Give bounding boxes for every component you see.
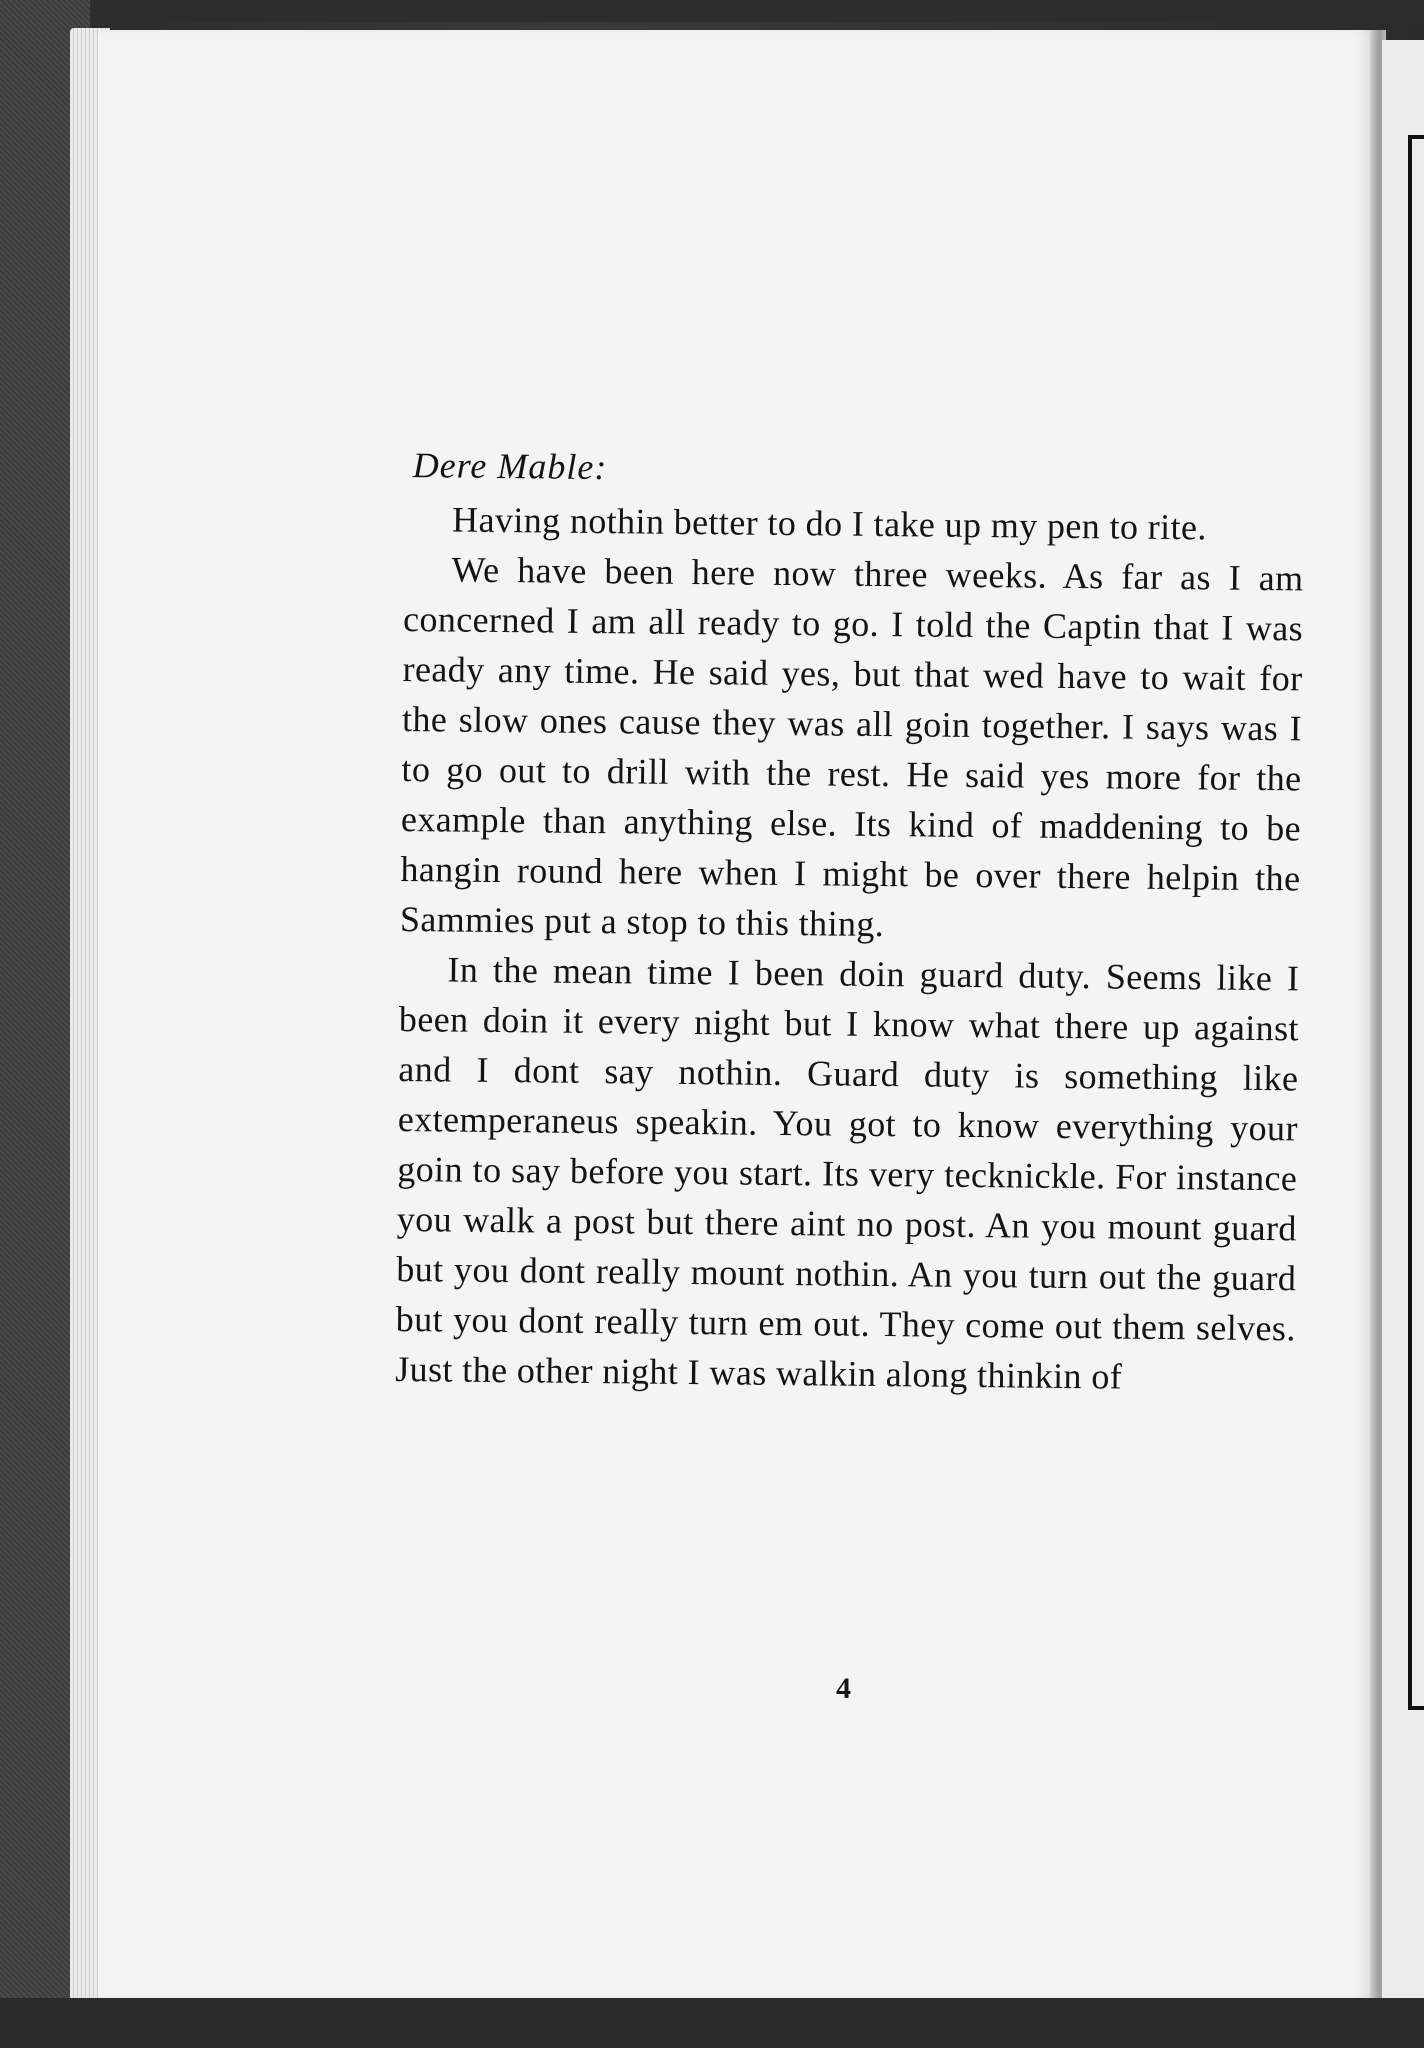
letter-paragraph: We have been here now three weeks. As far as I am concerned I am all ready to go. I told the Captin that I was ready any time. He said yes, but that wed have to wait for the slow ones cause they was all goin together. I says was I to go out to drill with the rest. He said yes more for the example than anything else. Its kind of maddening to be hangin round here when I might be over there helpin the Sammies put a stop to this thing. — [399, 549, 1304, 945]
letter-paragraph: In the mean time I been doin guard duty. Seems like I been doin it every night but I know what there up against and I dont say nothin. Guard duty is something like extemperaneus speakin. You got to know everything your goin to say before you start. Its very tecknickle. For instance you walk a post but there aint no post. An you mount guard but you dont really mount nothin. An you turn out the guard but you dont really turn em out. They come out them selves. Just the other night I was walkin along thinkin of — [395, 949, 1300, 1397]
letter-paragraph: Having nothin better to do I take up my pen to rite. — [451, 499, 1207, 548]
page-number: 4 — [836, 1672, 851, 1705]
book-cover-top-edge — [0, 0, 1424, 22]
letter-salutation: Dere Mable: — [412, 445, 608, 488]
right-page-illustration-frame — [1408, 135, 1424, 1710]
letter-text-block — [395, 440, 1305, 1403]
book-cover-bottom-edge — [0, 1998, 1424, 2048]
